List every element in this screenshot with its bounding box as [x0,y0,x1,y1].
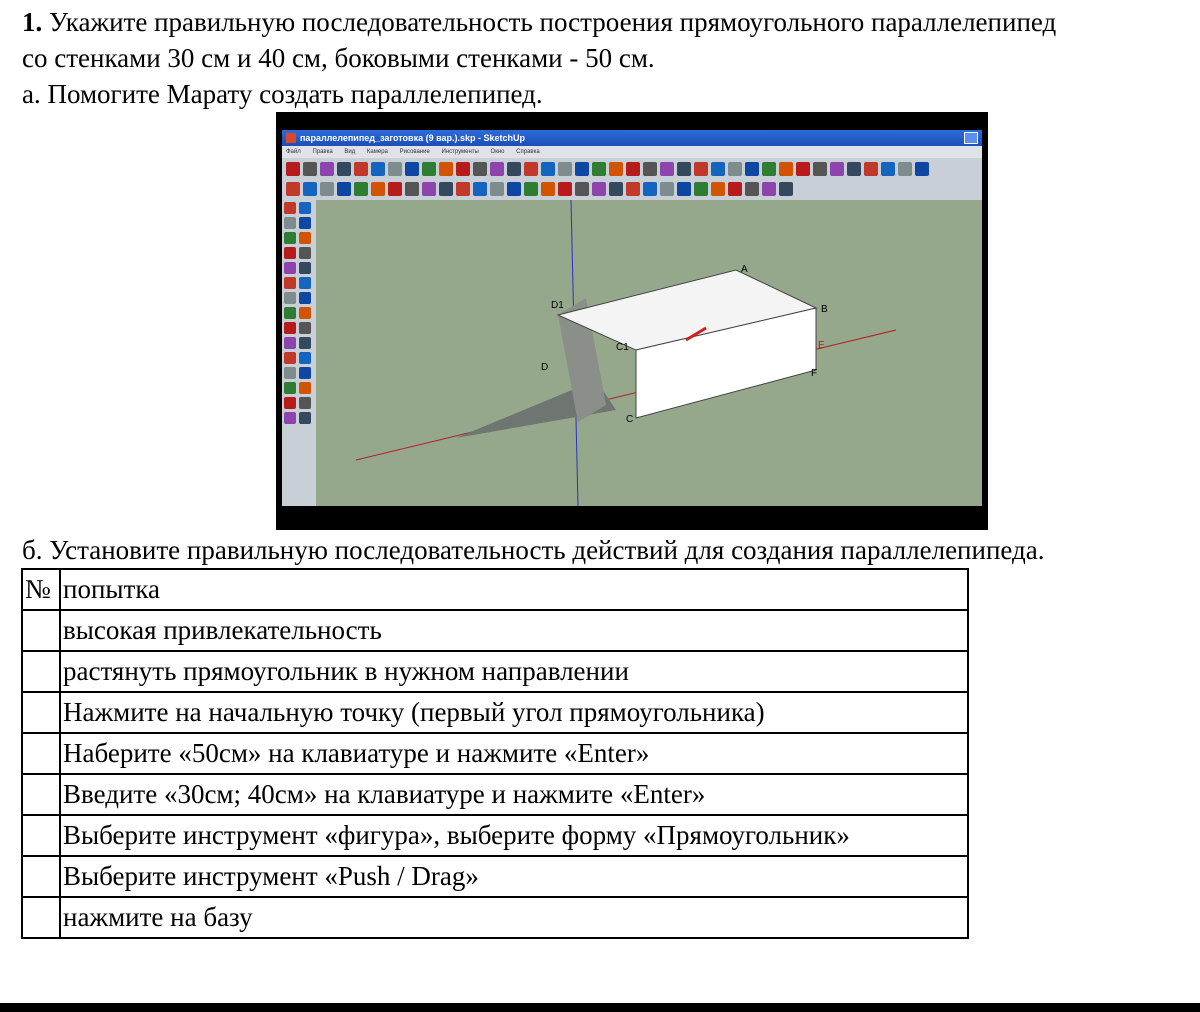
sketchup-logo-icon [286,133,296,143]
tool-button-icon[interactable] [728,162,742,176]
viewport-drawing [316,200,982,506]
menu-help[interactable]: Справка [516,149,540,155]
tool-button-icon[interactable] [284,307,296,319]
tool-button-icon[interactable] [643,162,657,176]
tool-button-icon[interactable] [284,262,296,274]
steps-table [21,568,969,939]
table-row [22,733,968,774]
tool-button-icon[interactable] [284,352,296,364]
answer-cell[interactable] [22,897,60,938]
tool-button-icon[interactable] [371,162,385,176]
question-line-1 [22,6,1056,38]
tool-button-icon[interactable] [575,162,589,176]
tool-button-icon[interactable] [813,162,827,176]
tool-button-icon[interactable] [626,182,640,196]
tool-button-icon[interactable] [558,182,572,196]
tool-button-icon[interactable] [592,182,606,196]
tool-button-icon[interactable] [439,182,453,196]
tool-button-icon[interactable] [830,162,844,176]
tool-button-icon[interactable] [284,277,296,289]
tool-button-icon[interactable] [299,412,311,424]
tool-button-icon[interactable] [337,162,351,176]
step-text: Выберите инструмент «фигура», выберите форму «Прямоугольник» [60,815,968,856]
tool-button-icon[interactable] [456,182,470,196]
tool-button-icon[interactable] [507,182,521,196]
answer-cell[interactable] [22,692,60,733]
tool-button-icon[interactable] [694,182,708,196]
tool-button-icon[interactable] [660,182,674,196]
menu-draw[interactable]: Рисование [399,149,430,155]
tool-button-icon[interactable] [354,162,368,176]
tool-button-icon[interactable] [303,162,317,176]
tool-button-icon[interactable] [524,162,538,176]
tool-button-icon[interactable] [779,162,793,176]
tool-button-icon[interactable] [881,162,895,176]
tool-button-icon[interactable] [284,202,296,214]
tool-button-icon[interactable] [439,162,453,176]
tool-button-icon[interactable] [284,412,296,424]
step-text: Наберите «50см» на клавиатуре и нажмите «Enter» [60,733,968,774]
question-line-2: со стенками 30 см и 40 см, боковыми стенками - 50 см. [22,43,655,73]
3d-viewport[interactable] [316,200,982,506]
tool-button-icon[interactable] [711,182,725,196]
tool-button-icon[interactable] [541,162,555,176]
tool-button-icon[interactable] [405,182,419,196]
tool-button-icon[interactable] [779,182,793,196]
tool-button-icon[interactable] [284,292,296,304]
tool-button-icon[interactable] [284,337,296,349]
menu-file[interactable]: Файл [286,149,301,155]
menu-camera[interactable]: Камера [366,149,388,155]
tool-button-icon[interactable] [558,162,572,176]
window-titlebar [282,130,982,146]
tool-button-icon[interactable] [284,217,296,229]
tool-button-icon[interactable] [507,162,521,176]
tool-button-icon[interactable] [609,162,623,176]
tool-button-icon[interactable] [643,182,657,196]
tool-button-icon[interactable] [371,182,385,196]
step-text: Нажмите на начальную точку (первый угол прямоугольника) [60,692,968,733]
tool-button-icon[interactable] [354,182,368,196]
label-c1: C1 [616,342,629,353]
tool-button-icon[interactable] [284,322,296,334]
tool-button-icon[interactable] [524,182,538,196]
tool-button-icon[interactable] [711,162,725,176]
tool-button-icon[interactable] [660,162,674,176]
tool-button-icon[interactable] [898,162,912,176]
tool-button-icon[interactable] [299,337,311,349]
tool-button-icon[interactable] [337,182,351,196]
tool-button-icon[interactable] [796,162,810,176]
tool-button-icon[interactable] [284,367,296,379]
tool-button-icon[interactable] [299,322,311,334]
table-row [22,610,968,651]
label-d: D [541,362,549,373]
step-text: высокая привлекательность [60,610,968,651]
tool-button-icon[interactable] [575,182,589,196]
tool-button-icon[interactable] [762,182,776,196]
tool-button-icon[interactable] [388,162,402,176]
tool-button-icon[interactable] [626,162,640,176]
tool-button-icon[interactable] [284,397,296,409]
tool-button-icon[interactable] [745,182,759,196]
tool-button-icon[interactable] [422,162,436,176]
tool-button-icon[interactable] [694,162,708,176]
answer-cell[interactable] [22,651,60,692]
tool-button-icon[interactable] [473,182,487,196]
close-icon[interactable] [964,132,978,144]
answer-cell[interactable] [22,856,60,897]
tool-button-icon[interactable] [299,367,311,379]
tool-button-icon[interactable] [320,162,334,176]
tool-button-icon[interactable] [592,162,606,176]
tool-button-icon[interactable] [677,182,691,196]
tool-button-icon[interactable] [286,162,300,176]
tool-button-icon[interactable] [320,182,334,196]
tool-button-icon[interactable] [864,162,878,176]
tool-button-icon[interactable] [299,217,311,229]
bottom-border [0,1003,1200,1012]
step-text: Введите «30см; 40см» на клавиатуре и нажмите «Enter» [60,774,968,815]
tool-button-icon[interactable] [490,182,504,196]
label-f: F [811,368,818,379]
tool-button-icon[interactable] [745,162,759,176]
label-b: B [821,304,828,315]
tool-button-icon[interactable] [541,182,555,196]
label-a: A [741,264,748,275]
tool-button-icon[interactable] [609,182,623,196]
tool-button-icon[interactable] [677,162,691,176]
tool-button-icon[interactable] [303,182,317,196]
table-row [22,815,968,856]
part-b-text: б. Установите правильную последовательность действий для создания параллелепипеда. [22,535,1045,565]
tool-button-icon[interactable] [728,182,742,196]
menu-edit[interactable]: Правка [312,149,333,155]
answer-cell[interactable] [22,610,60,651]
window-title: параллелепипед_заготовка (9 вар.).skp - SketchUp [300,133,526,143]
tool-button-icon[interactable] [762,162,776,176]
tool-button-icon[interactable] [299,352,311,364]
tool-button-icon[interactable] [284,382,296,394]
header-text: попытка [60,569,968,610]
tool-button-icon[interactable] [915,162,929,176]
label-e: E [818,340,825,351]
answer-cell[interactable] [22,733,60,774]
menu-tools[interactable]: Инструменты [441,149,479,155]
tool-button-icon[interactable] [847,162,861,176]
step-text: нажмите на базу [60,897,968,938]
toolbar-row-2 [286,180,793,198]
table-row [22,692,968,733]
header-num: № [22,569,60,610]
answer-cell[interactable] [22,774,60,815]
tool-button-icon[interactable] [299,292,311,304]
question-number: 1. [22,7,43,37]
table-header-row [22,569,968,610]
sketchup-window [282,130,982,506]
tool-button-icon[interactable] [473,162,487,176]
step-text: Выберите инструмент «Push / Drag» [60,856,968,897]
label-c: C [626,414,634,425]
table-row [22,774,968,815]
label-d1: D1 [551,300,564,311]
tool-button-icon[interactable] [299,202,311,214]
answer-cell[interactable] [22,815,60,856]
tool-button-icon[interactable] [299,382,311,394]
menu-window[interactable]: Окно [490,149,505,155]
tool-button-icon[interactable] [490,162,504,176]
tool-button-icon[interactable] [299,307,311,319]
toolbar-left [284,202,314,424]
menu-view[interactable]: Вид [344,149,356,155]
tool-button-icon[interactable] [299,262,311,274]
tool-button-icon[interactable] [405,162,419,176]
tool-button-icon[interactable] [284,232,296,244]
tool-button-icon[interactable] [299,247,311,259]
sketchup-screenshot [276,112,988,530]
tool-button-icon[interactable] [299,232,311,244]
step-text: растянуть прямоугольник в нужном направлении [60,651,968,692]
tool-button-icon[interactable] [299,397,311,409]
part-a-text: а. Помогите Марату создать параллелепипед. [22,79,543,109]
table-row [22,651,968,692]
tool-button-icon[interactable] [456,162,470,176]
tool-button-icon[interactable] [299,277,311,289]
table-row [22,897,968,938]
question-text-1: Укажите правильную последовательность построения прямоугольного параллелепипед [49,7,1057,37]
menu-bar [282,146,982,158]
tool-button-icon[interactable] [388,182,402,196]
tool-button-icon[interactable] [422,182,436,196]
table-row [22,856,968,897]
toolbar-row-1 [286,160,929,178]
tool-button-icon[interactable] [286,182,300,196]
tool-button-icon[interactable] [284,247,296,259]
